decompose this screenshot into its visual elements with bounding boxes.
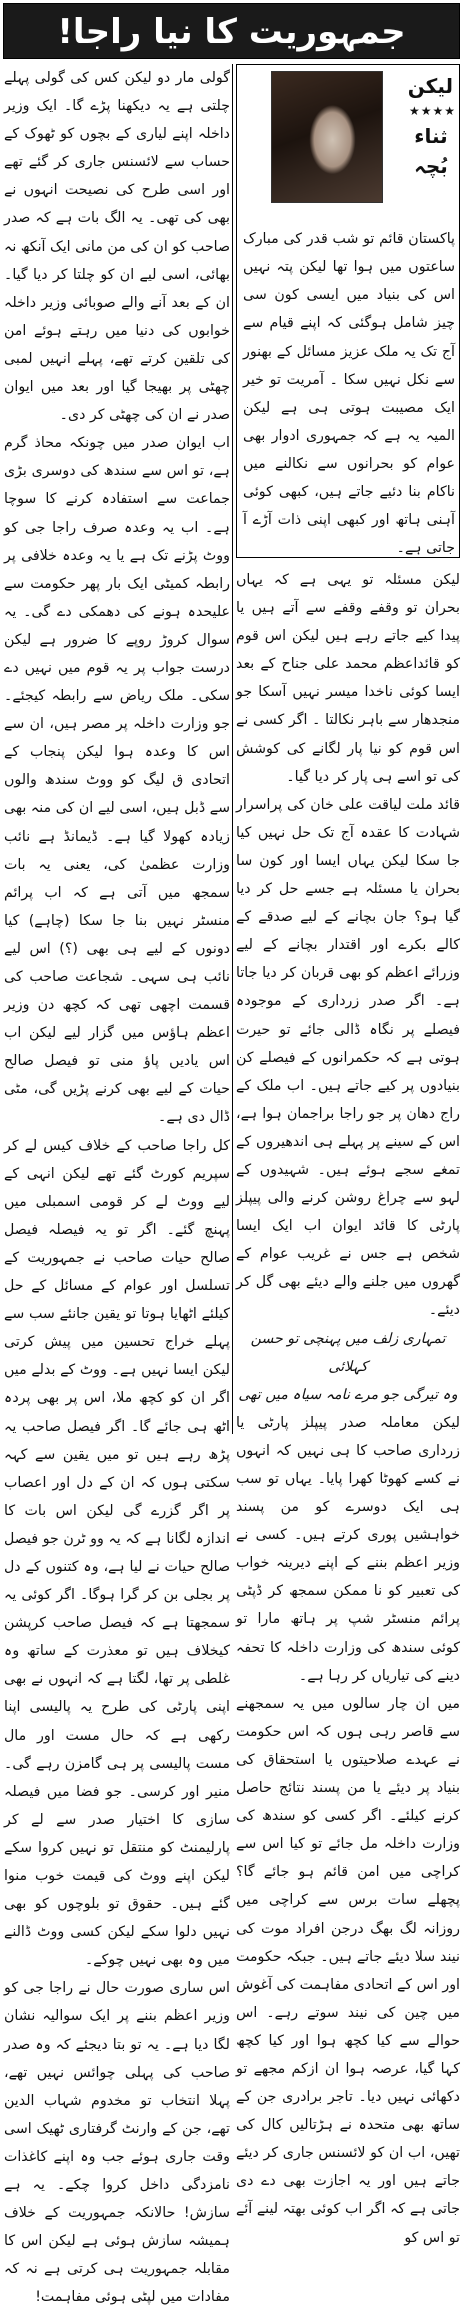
column-divider: [232, 64, 233, 1434]
article-title: جمہوریت کا نیا راجا!: [57, 11, 406, 52]
paragraph: اب ایوان صدر میں چونکہ محاذ گرم ہے، تو اس سے سندھ کی دوسری بڑی جماعت سے استفادہ کرنے کا سوچا ہے۔ اب یہ وعدہ صرف راجا جی کو ووٹ پڑنے تک ہے یا یہ وعدہ خلافی پر رابطہ کمیٹی ایک بار پھر حکومت سے علیحدہ ہونے کی دھمکی دے گی۔ یہ سوال کروڑ روپے کا ضرور ہے لیکن درست جواب پر یہ قوم میں نہیں دے سکی۔ ملک ریاض سے رابطہ کیجئے۔ جو وزارت داخلہ پر مصر ہیں، ان سے اس کا وعدہ ہوا لیکن پنجاب کے اتحادی ق لیگ کو ووٹ سندھ والوں سے ڈبل ہیں، اسی لیے ان کی منہ بھی زیادہ کھولا گیا ہے۔ ڈیمانڈ ہے نائب وزارت عظمیٰ کی، یعنی یہ بات سمجھ میں آتی ہے کہ اب پرائم منسٹر نہیں بنا جا سکا (چاہے) کیا دونوں کے لیے ہی بھی (؟) اس لیے نائب ہی سہی۔ شجاعت صاحب کی قسمت اچھی تھی کہ کچھ دن وزیر اعظم ہاؤس میں گزار لیے لیکن اب اس یادیں پاؤ منی تو فیصل صالح حیات کے لیے بھی کرنے پڑیں گی، مٹی ڈال دی ہے۔: [4, 435, 230, 1126]
right-column: [236, 566, 460, 2246]
headline-banner: [3, 3, 460, 59]
stars-icon: ★★★★: [409, 104, 457, 118]
column-name: لیکن: [407, 74, 453, 98]
paragraph: پاکستان قائم تو شب قدر کی مبارک ساعتوں میں ہوا تھا لیکن پتہ نہیں اس کی بنیاد میں ایسی کون سی چیز شامل ہوگئی کہ اپنے قیام سے آج تک یہ ملک عزیز مسائل کے بھنور سے نکل نہیں سکا ۔ آمریت تو خیر ایک مصیبت ہوتی ہی ہے لیکن المیہ یہ ہے کہ جمہوری ادوار بھی عوام کو بحرانوں سے نکالنے میں ناکام بنا دئیے جاتے ہیں، کبھی کوئی آہنی ہاتھ اور کبھی اپنی ذات آڑے آ جاتی ہے۔: [243, 231, 455, 557]
paragraph: اس ساری صورت حال نے راجا جی کو وزیر اعظم بننے پر ایک سوالیہ نشان لگا دیا ہے۔ یہ تو بتا دیجئے کہ وہ صدر صاحب کی پہلی چوائس نہیں تھے، پہلا انتخاب تو مخدوم شہاب الدین تھے، جن کے وارنٹ گرفتاری ٹھیک اسی وقت جاری ہوئے جب وہ اپنے کاغذات نامزدگی داخل کروا چکے۔ یہ ہے سازش! حالانکہ جمہوریت کے خلاف ہمیشہ سازش ہوئی ہے لیکن اس کا مقابلہ جمہوریت ہی کرتی ہے نہ کہ مفادات میں لپٹی ہوئی مفاہمت!: [4, 1980, 230, 2306]
paragraph: گولی مار دو لیکن کس کی گولی پہلے چلتی ہے یہ دیکھنا پڑے گا۔ ایک وزیر داخلہ اپنے لیاری کے بچوں کو ٹھوک کے حساب سے لائسنس جاری کر گئے تھے اور اسی طرح کی نصیحت انہوں نے بھی کی تھی۔ یہ الگ بات ہے کہ صدر صاحب کو ان کی من مانی ایک آنکھ نہ بھائی، اسی لیے ان کو چلتا کر دیا گیا۔ ان کے بعد آنے والے صوبائی وزیر داخلہ خوابوں کی دنیا میں رہتے ہوئے امن کی تلقین کرتے تھے، پہلے انہیں لمبی چھٹی پر بھیجا گیا اور بعد میں ایوان صدر نے ان کی چھٹی کر دی۔: [4, 70, 230, 424]
paragraph: قائد ملت لیاقت علی خان کی پراسرار شہادت کا عقدہ آج تک حل نہیں کیا جا سکا لیکن یہاں ایسا اور کون سا بحران یا مسئلہ ہے جسے حل کر دیا گیا ہو؟ جان بچانے کے لیے صدقے کے کالے بکرے اور اقتدار بچانے کے لیے وزرائے اعظم کو بھی قربان کر دیا جاتا ہے۔ اگر صدر زرداری کے موجودہ فیصلے پر نگاہ ڈالی جائے تو حیرت ہوتی ہے کہ حکمرانوں کے فیصلے کن بنیادوں پر کیے جاتے ہیں۔ اب ملک کے راج دھان پر جو راجا براجمان ہوا ہے، اس کے سینے پر پہلے ہی اندھیروں کے تمغے سجے ہوئے ہیں۔ شہیدوں کے لہو سے چراغ روشن کرنے والی پیپلز پارٹی کا قائد ایوان اب ایک ایسا شخص ہے جس نے غریب عوام کے گھروں میں جلنے والے دیئے بھی گل کر دیئے۔: [236, 796, 460, 1319]
column-brand: [407, 71, 457, 181]
paragraph: میں ان چار سالوں میں یہ سمجھنے سے قاصر رہی ہوں کہ اس حکومت نے عہدے صلاحیتوں یا استحقاق کی بنیاد پر دیئے یا من پسند نتائج حاصل کرنے کیلئے۔ اگر کسی کو سندھ کی وزارت داخلہ مل جائے تو کیا اس سے کراچی میں امن قائم ہو جائے گا؟ پچھلے سات برس سے کراچی میں روزانہ لگ بھگ درجن افراد موت کی نیند سلا دیئے جاتے ہیں۔ جبکہ حکومت اور اس کے اتحادی مفاہمت کی آغوش میں چین کی نیند سوتے رہے۔ اس حوالے سے کیا کچھ ہوا اور کیا کچھ کہا گیا، عرصہ ہوا ان ازکم مجھے تو دکھائی نہیں دیا۔ تاجر برادری جن کے ساتھ بھی متحدہ نے ہڑتالیں کال کی تھیں، اب ان کو لائسنس جاری کر دیئے جاتے ہیں اور یہ اجازت بھی دے دی جاتی ہے کہ اگر اب کوئی بھتہ لینے آئے تو اس کو: [236, 1695, 460, 2246]
verse-line: وہ تیرگی جو مرے نامہ سیاہ میں تھی: [238, 1386, 458, 1403]
intro-text: [243, 211, 455, 557]
paragraph: لیکن مسئلہ تو یہی ہے کہ یہاں بحران تو وقفے وقفے سے آتے ہیں یا پیدا کیے جاتے رہے ہیں لیکن اس قوم کو قائداعظم محمد علی جناح کے بعد ایسا کوئی ناخدا میسر نہیں آسکا جو منجدھار سے باہر نکالتا ۔ اگر کسی نے اس قوم کو نیا پار لگانے کی کوشش کی تو اسے ہی پار کر دیا گیا۔: [236, 572, 460, 785]
paragraph: کل راجا صاحب کے خلاف کیس لے کر سپریم کورٹ گئے تھے لیکن انہی کے لیے ووٹ لے کر قومی اسمبلی میں پہنچ گئے۔ اگر تو یہ فیصلہ فیصل صالح حیات صاحب نے جمہوریت کے تسلسل اور عوام کے مسائل کے حل کیلئے اٹھایا ہوتا تو یقین جانئے سب سے پہلے خراج تحسین میں پیش کرتی لیکن ایسا نہیں ہے۔ ووٹ کے بدلے میں اگر ان کو کچھ ملا، اس پر بھی پردہ اٹھ ہی جائے گا۔ اگر فیصل صاحب یہ پڑھ رہے ہیں تو میں یقین سے کہہ سکتی ہوں کہ ان کے دل اور اعصاب پر اگر گزرے گی لیکن اس بات کا اندازہ لگانا ہے کہ یہ وو ٹرن جو فیصل صالح حیات نے لیا ہے، وہ کتنوں کے دل پر بجلی بن کر گرا ہوگا۔ اگر کوئی یہ سمجھتا ہے کہ فیصل صاحب کرپشن کیخلاف ہیں تو معذرت کے ساتھ وہ غلطی پر تھا، لگتا ہے کہ انہوں نے بھی اپنی پارٹی کی طرح یہ پالیسی اپنا رکھی ہے کہ حال مست اور مال مست پالیسی پر ہی گامزن رہے گی۔ منیر اور کرسی۔ جو فضا میں فیصلہ سازی کا اختیار صدر سے لے کر پارلیمنٹ کو منتقل تو نہیں کروا سکے لیکن اپنے ووٹ کی قیمت خوب منوا گئے ہیں۔ حقوق تو بلوچوں کو بھی نہیں دلوا سکے لیکن کسی ووٹ ڈالنے میں وہ بھی نہیں چوکے۔: [4, 1137, 230, 1969]
paragraph: لیکن معاملہ صدر پیپلز پارٹی یا زرداری صاحب کا ہی نہیں کہ انہوں نے کسے کھوٹا کھرا پایا۔ یہاں تو سب ہی ایک دوسرے کو من پسند خواہشیں پوری کرتے ہیں۔ کسی نے وزیر اعظم بننے کے اپنے دیرینہ خواب کی تعبیر کو نا ممکن سمجھ کر ڈپٹی پرائم منسٹر شپ پر ہاتھ مارا تو کوئی سندھ کی وزارت داخلہ کا تحفہ دینے کی تیاریاں کر رہا ہے۔: [236, 1414, 460, 1684]
verse-line: تمہاری زلف میں پہنچی تو حسن کہلائی: [250, 1330, 446, 1375]
author-name: ثناء بُچہ: [414, 124, 448, 178]
author-portrait-icon: [271, 71, 383, 203]
columnist-byline-box: [236, 64, 460, 558]
left-column: [4, 64, 230, 2306]
